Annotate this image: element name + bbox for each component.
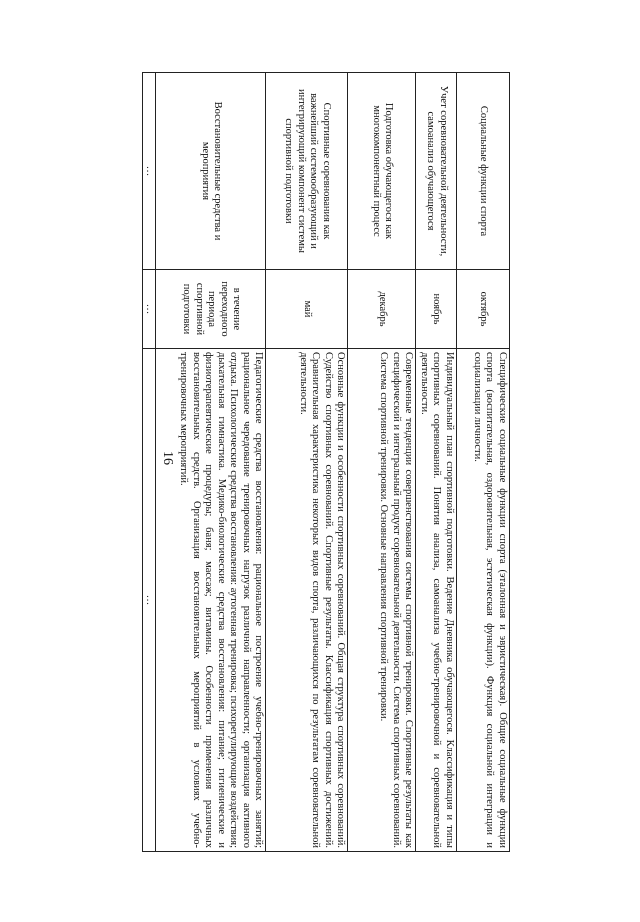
content-cell: … (143, 349, 156, 852)
period-cell: … (143, 270, 156, 349)
table-row (266, 73, 348, 852)
curriculum-table (143, 72, 511, 852)
content-cell: Основные функции и особенности спортивных соревнований. Общая структура спортивных соревнований. Судейство спортивных соревнований. Спортивные результаты. Классификация спортивных достижений. Сравнительная характеристика некоторых видов спорта, различающихся по результатам соревновательной деятельности. (266, 349, 348, 852)
topic-cell: Спортивные соревнования как важнейший системообразующий и интегрирующий компонент системы спортивной подготовки (266, 73, 348, 270)
table-row (416, 73, 457, 852)
page-number: 16 (160, 451, 175, 465)
period-cell: в течение переходного периода спортивной подготовки (156, 270, 266, 349)
table-row (156, 73, 266, 852)
curriculum-table-container (144, 72, 510, 852)
content-cell: Специфические социальные функции спорта (эталонная и эвристическая). Общие социальные функции спорта (воспитательная, оздоровительная, эстетическая функции). Функция социальной интеграции и социализации личности. (457, 349, 510, 852)
content-cell: Современные тенденции совершенствования системы спортивной тренировки. Спортивные результаты как специфический и интегральный продукт соревновательной деятельности. Система спортивных соревнований. Система спортивной тренировки. Основные направления спортивной тренировки. (348, 349, 416, 852)
period-cell: октябрь (457, 270, 510, 349)
topic-cell: Учет соревновательной деятельности, самоанализ обучающегося (416, 73, 457, 270)
topic-cell: Восстановительные средства и мероприятия (156, 73, 266, 270)
topic-cell: Подготовка обучающегося как многокомпонентный процесс (348, 73, 416, 270)
period-cell: май (266, 270, 348, 349)
topic-cell: … (143, 73, 156, 270)
period-cell: ноябрь (416, 270, 457, 349)
period-cell: декабрь (348, 270, 416, 349)
content-cell: Индивидуальный план спортивной подготовки. Ведение Дневника обучающегося. Классификация и типы спортивных соревнований. Понятия анализа, самоанализа учебно-тренировочной и соревновательной деятельности. (416, 349, 457, 852)
content-cell: Педагогические средства восстановления: рациональное построение учебно-тренировочных занятий; рациональное чередование тренировочных нагрузок различной направленности; организация активного отдыха. Психологические средства восстановления: аутогенная тренировка; психорегулирующие воздействия; дыхательная гимнастика. Медико-биологические средства восстановления: питание; гигиенические и физиотерапевтические процедуры; баня; массаж; витамины. Особенности применения различных восстановительных средств. Организация восстановительных мероприятий в условиях учебно-тренировочных мероприятий. (156, 349, 266, 852)
table-row (143, 73, 156, 852)
table-row (348, 73, 416, 852)
topic-cell: Социальные функции спорта (457, 73, 510, 270)
table-row (457, 73, 510, 852)
